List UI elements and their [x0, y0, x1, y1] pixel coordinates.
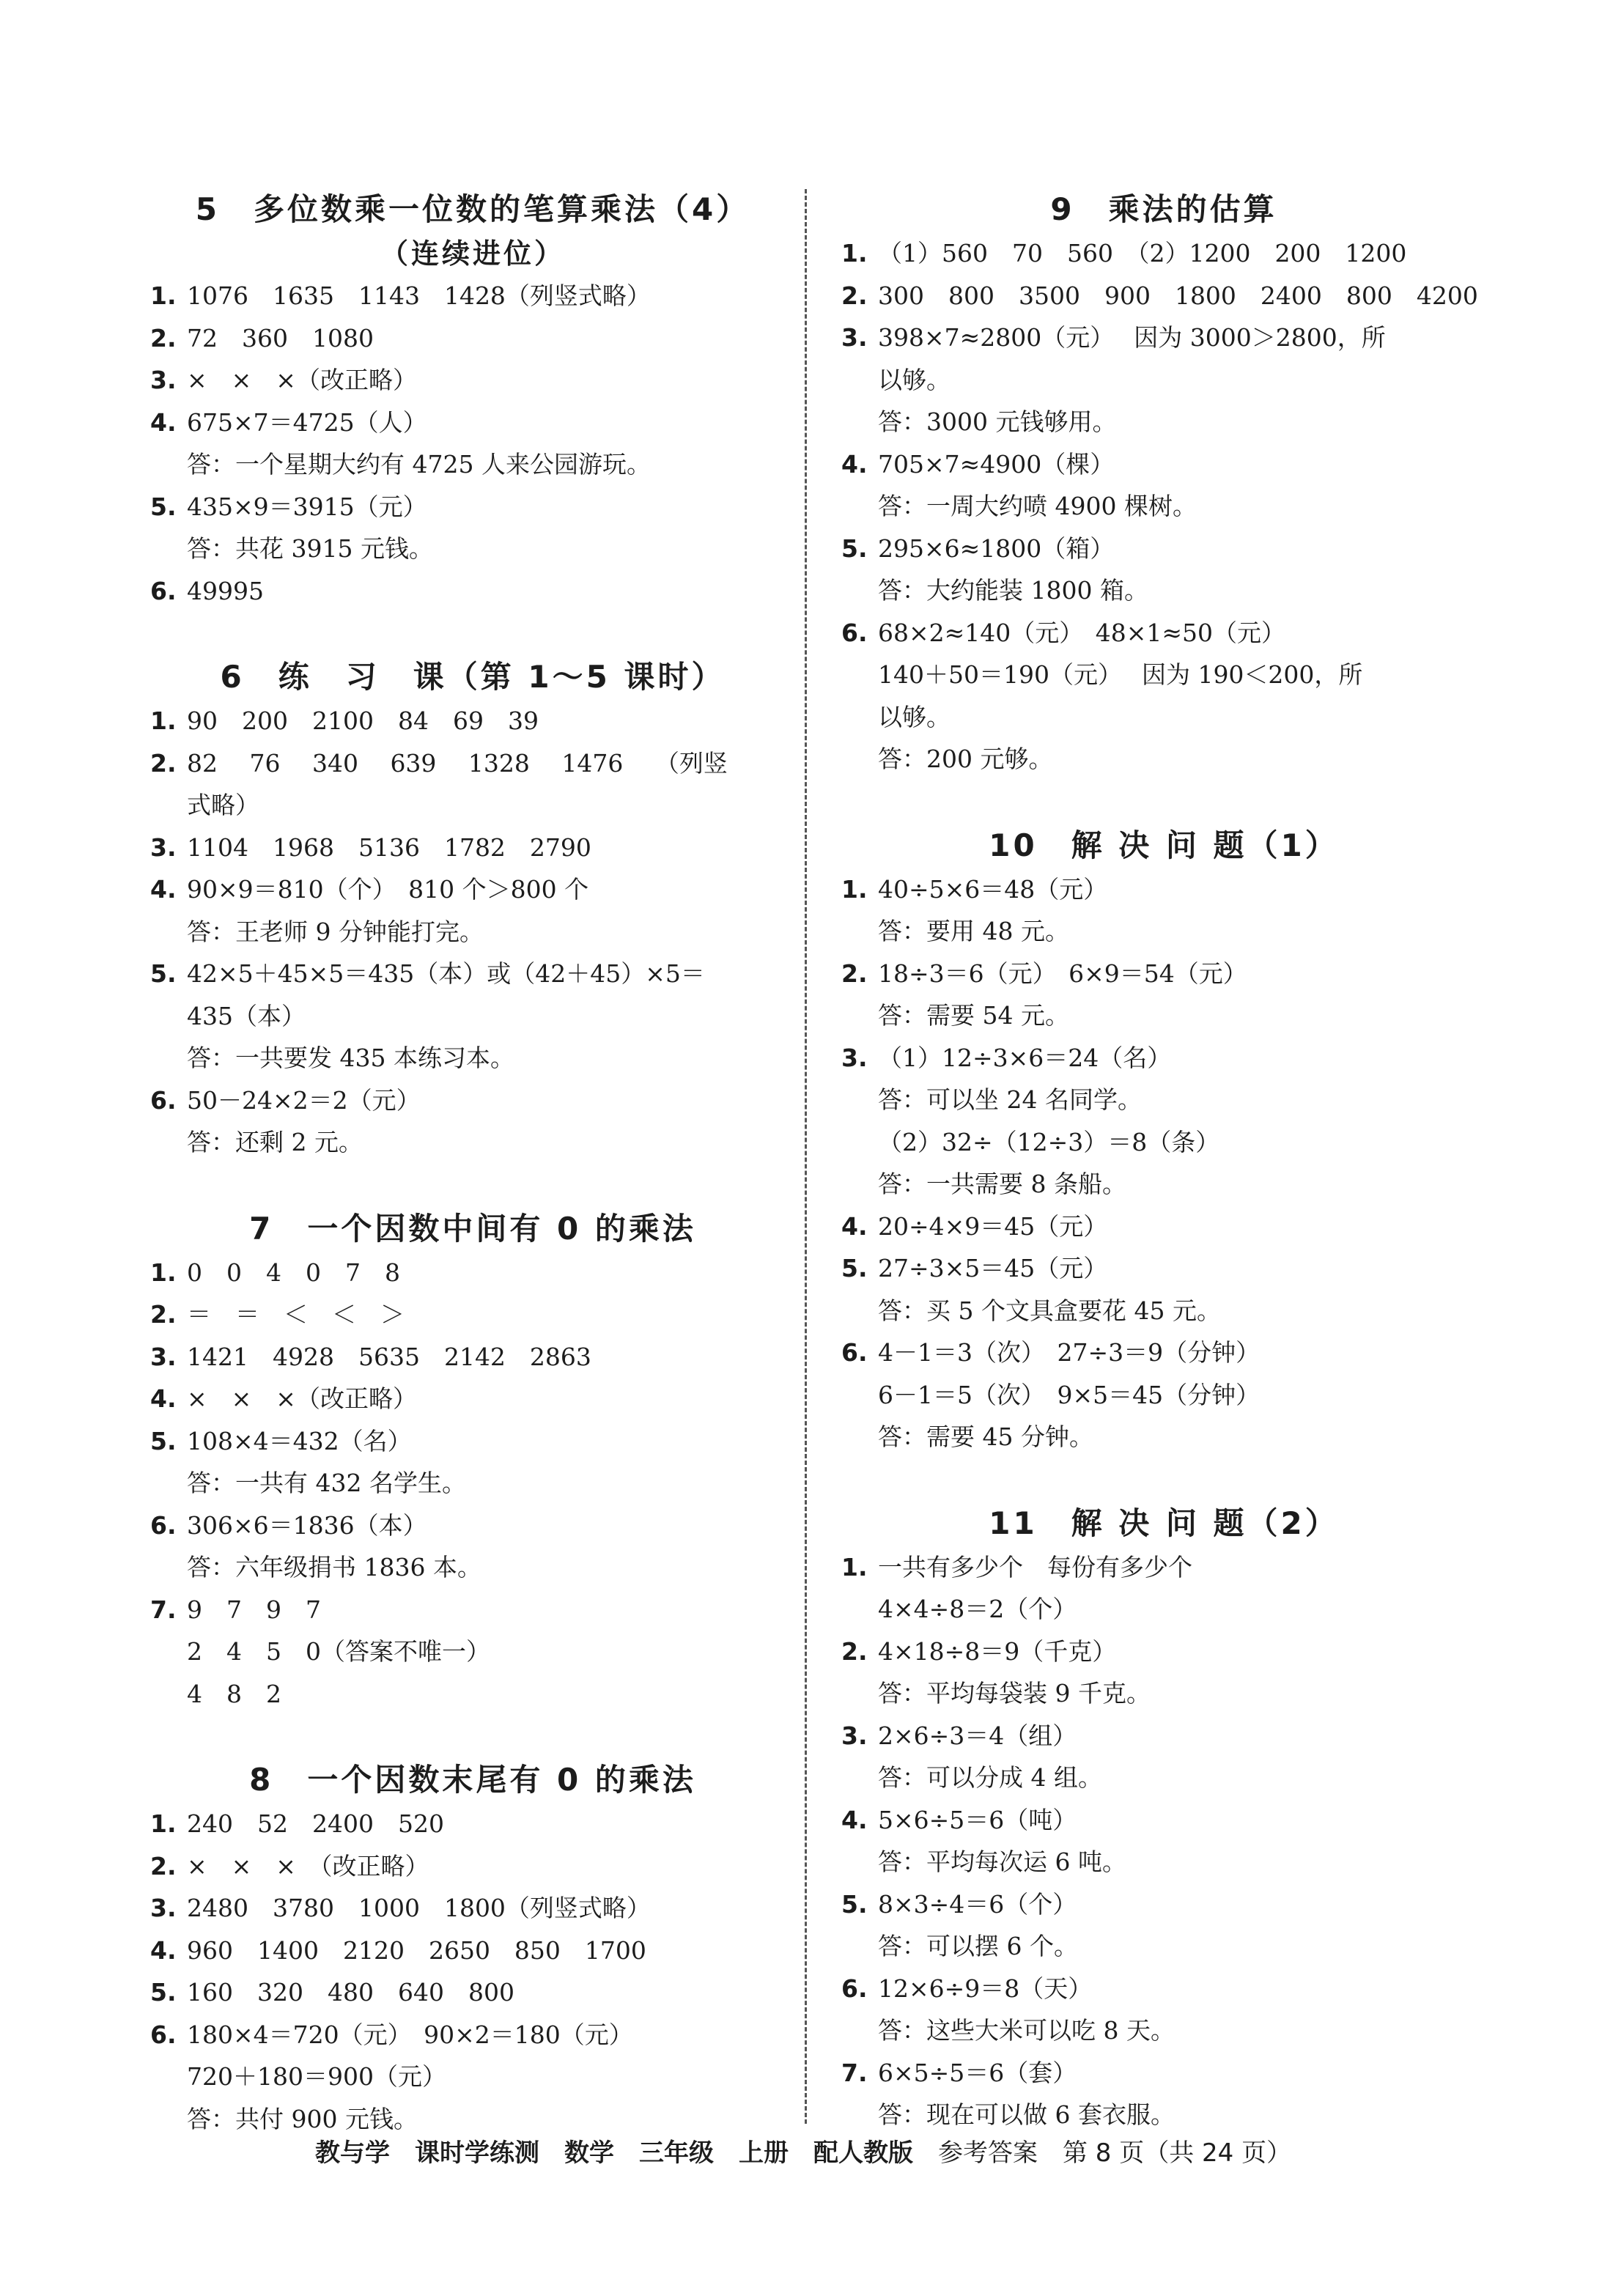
- left-column: [150, 187, 795, 2140]
- answer-line: [841, 1799, 1486, 1842]
- answer-line: [841, 612, 1486, 654]
- answer-line: [841, 1588, 1486, 1631]
- answer-line: [150, 1971, 795, 2014]
- question-number: 4.: [150, 1935, 177, 1965]
- answer-text: 答：一共需要 8 条船。: [878, 1170, 1126, 1198]
- answer-line: [150, 742, 795, 785]
- answer-line: [150, 1845, 795, 1888]
- question-number: 7.: [150, 1595, 177, 1624]
- question-number: 3.: [150, 833, 177, 862]
- answer-text: 4×18÷8＝9（千克）: [878, 1636, 1117, 1666]
- answer-text: 9 7 9 7: [187, 1595, 321, 1624]
- answer-line: [841, 1631, 1486, 1673]
- answer-text: 240 52 2400 520: [187, 1809, 444, 1838]
- question-number: 1.: [841, 1552, 868, 1581]
- answer-line: [841, 1332, 1486, 1374]
- section-9: [841, 187, 1486, 780]
- answer-line: [841, 1672, 1486, 1715]
- answer-text: × × ×（改正略）: [187, 366, 417, 394]
- answer-line: [150, 911, 795, 953]
- answer-text: 答：需要 45 分钟。: [878, 1422, 1093, 1451]
- answer-text: 960 1400 2120 2650 850 1700: [187, 1935, 646, 1965]
- answer-line: [841, 528, 1486, 570]
- answer-line: [841, 994, 1486, 1037]
- answer-text: 160 320 480 640 800: [187, 1978, 514, 2007]
- answer-line: [150, 700, 795, 742]
- answer-text: 答：要用 48 元。: [878, 917, 1069, 945]
- question-number: 6.: [150, 1510, 177, 1540]
- answer-line: [841, 654, 1486, 696]
- answer-line: [150, 1378, 795, 1420]
- section-6: [150, 654, 795, 1164]
- question-number: 5.: [841, 1254, 868, 1282]
- question-number: 3.: [150, 366, 177, 394]
- right-column: [841, 187, 1486, 2136]
- answer-line: [150, 1505, 795, 1547]
- answer-line: [841, 569, 1486, 612]
- answer-text: 4－1＝3（次） 27÷3＝9（分钟）: [878, 1338, 1261, 1367]
- question-number: 5.: [150, 492, 177, 521]
- column-divider: [805, 189, 807, 2124]
- section-5: [150, 187, 795, 612]
- answer-text: 0 0 4 0 7 8: [187, 1258, 400, 1287]
- answer-text: 140＋50＝190（元） 因为 190＜200，所: [878, 660, 1363, 689]
- question-number: 2.: [841, 959, 868, 988]
- answer-text: 答：可以坐 24 名同学。: [878, 1085, 1142, 1114]
- answer-text: 12×6÷9＝8（天）: [878, 1974, 1093, 2003]
- answer-line: [841, 1757, 1486, 1799]
- question-number: 1.: [150, 706, 177, 735]
- answer-line: [841, 1037, 1486, 1079]
- answer-text: 4 8 2: [187, 1679, 281, 1708]
- answer-text: 68×2≈140（元） 48×1≈50（元）: [878, 618, 1286, 647]
- answer-line: [150, 1293, 795, 1336]
- footer-page-info: 参考答案 第 8 页（共 24 页）: [913, 2138, 1292, 2168]
- answer-text: 82 76 340 639 1328 1476 （列竖: [187, 748, 728, 778]
- question-number: 6.: [150, 1085, 177, 1115]
- answer-text: 20÷4×9＝45（元）: [878, 1211, 1108, 1241]
- answer-text: 答：平均每袋装 9 千克。: [878, 1679, 1151, 1708]
- answer-text: 答：一周大约喷 4900 棵树。: [878, 492, 1197, 520]
- answer-line: [150, 2056, 795, 2098]
- answer-text: 705×7≈4900（棵）: [878, 449, 1115, 479]
- answer-text: 以够。: [878, 365, 951, 394]
- answer-text: 4×4÷8＝2（个）: [878, 1595, 1077, 1623]
- question-number: 4.: [841, 1805, 868, 1834]
- answer-text: 295×6≈1800（箱）: [878, 534, 1115, 563]
- answer-line: [150, 1079, 795, 1122]
- answer-line: [841, 359, 1486, 402]
- question-number: 2.: [150, 1851, 177, 1880]
- answer-text: 108×4＝432（名）: [187, 1426, 412, 1455]
- question-number: 5.: [841, 534, 868, 563]
- answer-line: [841, 2009, 1486, 2052]
- answer-text: 1104 1968 5136 1782 2790: [187, 833, 591, 862]
- answer-line: [841, 275, 1486, 317]
- section-title: 9 乘法的估算: [1050, 191, 1277, 227]
- question-number: 1.: [150, 1809, 177, 1838]
- question-number: 1.: [150, 281, 177, 310]
- question-number: 2.: [150, 748, 177, 778]
- answer-text: 6－1＝5（次） 9×5＝45（分钟）: [878, 1380, 1261, 1409]
- answer-line: [150, 1930, 795, 1972]
- section-title: 10 解 决 问 题（1）: [989, 827, 1339, 863]
- answer-text: （2）32÷（12÷3）＝8（条）: [878, 1127, 1220, 1156]
- answer-text: 答：可以分成 4 组。: [878, 1763, 1102, 1792]
- question-number: 2.: [841, 281, 868, 310]
- answer-line: [841, 1546, 1486, 1589]
- answer-text: 18÷3＝6（元） 6×9＝54（元）: [878, 959, 1247, 988]
- answer-line: [150, 1589, 795, 1631]
- answer-text: 49995: [187, 576, 264, 605]
- answer-text: 答：王老师 9 分钟能打完。: [187, 917, 484, 946]
- answer-line: [150, 1887, 795, 1930]
- answer-text: 答：一个星期大约有 4725 人来公园游玩。: [187, 450, 651, 479]
- answer-line: [841, 1121, 1486, 1164]
- answer-text: 一共有多少个 每份有多少个: [878, 1552, 1192, 1581]
- answer-text: 答：一共要发 435 本练习本。: [187, 1044, 514, 1072]
- answer-text: 90×9＝810（个） 810 个＞800 个: [187, 875, 589, 904]
- answer-text: 6×5÷5＝6（套）: [878, 2058, 1077, 2087]
- answer-line: [841, 1416, 1486, 1458]
- question-number: 6.: [841, 618, 868, 647]
- question-number: 3.: [841, 1721, 868, 1750]
- question-number: 4.: [841, 449, 868, 479]
- question-number: 4.: [841, 1211, 868, 1241]
- answer-line: [150, 827, 795, 869]
- answer-line: [150, 359, 795, 402]
- answer-line: [841, 910, 1486, 953]
- answer-line: [150, 1252, 795, 1294]
- answer-line: [841, 401, 1486, 443]
- section-title: 6 练 习 课（第 1～5 课时）: [220, 659, 726, 695]
- question-number: 1.: [841, 874, 868, 904]
- answer-line: [841, 1841, 1486, 1883]
- answer-line: [150, 1462, 795, 1505]
- question-number: 6.: [841, 1338, 868, 1367]
- answer-text: 42×5＋45×5＝435（本）或（42＋45）×5＝: [187, 959, 705, 988]
- section-title: 5 多位数乘一位数的笔算乘法（4）: [195, 191, 750, 227]
- question-number: 4.: [150, 1384, 177, 1413]
- answer-text: 90 200 2100 84 69 39: [187, 706, 539, 735]
- section-10: [841, 823, 1486, 1458]
- question-number: 5.: [150, 1978, 177, 2007]
- answer-line: [841, 1247, 1486, 1290]
- answer-line: [150, 275, 795, 317]
- question-number: 4.: [150, 407, 177, 437]
- answer-line: [150, 402, 795, 444]
- answer-line: [150, 443, 795, 486]
- answer-line: [841, 232, 1486, 275]
- answer-text: 答：买 5 个文具盒要花 45 元。: [878, 1296, 1221, 1325]
- answer-text: 答：现在可以做 6 套衣服。: [878, 2100, 1175, 2129]
- question-number: 6.: [150, 576, 177, 605]
- section-subtitle: （连续进位）: [380, 237, 565, 270]
- answer-line: [150, 1803, 795, 1845]
- answer-text: 答：一共有 432 名学生。: [187, 1469, 466, 1497]
- answer-line: [150, 1336, 795, 1378]
- answer-line: [841, 738, 1486, 780]
- answer-text: 答：大约能装 1800 箱。: [878, 576, 1148, 605]
- answer-line: [841, 1883, 1486, 1926]
- answer-text: × × ×（改正略）: [187, 1384, 417, 1413]
- answer-text: 675×7＝4725（人）: [187, 407, 427, 437]
- answer-text: 40÷5×6＝48（元）: [878, 874, 1108, 904]
- footer-book-info: 教与学 课时学练测 数学 三年级 上册 配人教版: [315, 2138, 913, 2168]
- answer-line: [150, 2014, 795, 2056]
- question-number: 6.: [150, 2020, 177, 2049]
- answer-text: 50－24×2＝2（元）: [187, 1085, 421, 1115]
- answer-line: [841, 696, 1486, 739]
- answer-line: [841, 1079, 1486, 1121]
- answer-text: 以够。: [878, 702, 951, 731]
- answer-text: 答：这些大米可以吃 8 天。: [878, 2016, 1175, 2045]
- answer-text: 72 360 1080: [187, 323, 374, 352]
- question-number: 1.: [150, 1258, 177, 1287]
- answer-line: [150, 486, 795, 528]
- question-number: 1.: [841, 239, 868, 267]
- answer-line: [841, 2094, 1486, 2136]
- answer-line: [841, 2052, 1486, 2094]
- answer-line: [150, 570, 795, 613]
- section-8: [150, 1757, 795, 2140]
- question-number: 5.: [841, 1889, 868, 1919]
- question-number: 2.: [841, 1636, 868, 1666]
- answer-line: [150, 953, 795, 995]
- answer-line: [841, 443, 1486, 486]
- answer-line: [150, 784, 795, 827]
- answer-text: 答：3000 元钱够用。: [878, 407, 1117, 436]
- question-number: 3.: [150, 1342, 177, 1371]
- question-number: 5.: [150, 959, 177, 988]
- answer-text: 720＋180＝900（元）: [187, 2062, 446, 2091]
- answer-text: 435（本）: [187, 1001, 306, 1030]
- answer-text: （1）12÷3×6＝24（名）: [878, 1043, 1172, 1072]
- answer-line: [841, 1374, 1486, 1417]
- answer-text: 8×3÷4＝6（个）: [878, 1889, 1077, 1919]
- answer-text: 答：共花 3915 元钱。: [187, 534, 433, 563]
- section-title: 11 解 决 问 题（2）: [989, 1505, 1339, 1541]
- question-number: 5.: [150, 1426, 177, 1455]
- answer-line: [841, 1968, 1486, 2010]
- answer-line: [841, 1715, 1486, 1757]
- question-number: 3.: [841, 1043, 868, 1072]
- answer-text: 答：平均每次运 6 吨。: [878, 1847, 1126, 1876]
- answer-text: 2 4 5 0（答案不唯一）: [187, 1637, 490, 1666]
- answer-line: [841, 1206, 1486, 1248]
- answer-text: 1076 1635 1143 1428（列竖式略）: [187, 281, 651, 310]
- answer-text: 398×7≈2800（元） 因为 3000＞2800，所: [878, 323, 1386, 352]
- answer-line: [150, 1121, 795, 1164]
- answer-text: 答：需要 54 元。: [878, 1001, 1069, 1030]
- answer-text: 27÷3×5＝45（元）: [878, 1254, 1108, 1282]
- answer-line: [841, 1290, 1486, 1332]
- answer-line: [150, 317, 795, 360]
- answer-text: 2480 3780 1000 1800（列竖式略）: [187, 1894, 651, 1922]
- answer-text: 答：还剩 2 元。: [187, 1128, 363, 1156]
- answer-text: 答：可以摆 6 个。: [878, 1932, 1078, 1960]
- question-number: 2.: [150, 323, 177, 352]
- answer-line: [150, 1673, 795, 1716]
- answer-text: 1421 4928 5635 2142 2863: [187, 1342, 591, 1371]
- answer-line: [841, 317, 1486, 359]
- section-7: [150, 1206, 795, 1716]
- answer-text: （1）560 70 560 （2）1200 200 1200: [878, 239, 1407, 267]
- answer-line: [841, 1163, 1486, 1206]
- answer-text: 5×6÷5＝6（吨）: [878, 1805, 1077, 1834]
- answer-text: 式略）: [187, 791, 259, 819]
- answer-text: × × × （改正略）: [187, 1851, 429, 1880]
- answer-line: [841, 868, 1486, 911]
- answer-line: [150, 1037, 795, 1079]
- answer-text: 306×6＝1836（本）: [187, 1510, 427, 1540]
- page-footer: [315, 2133, 1414, 2168]
- answer-text: 答：共付 900 元钱。: [187, 2104, 418, 2133]
- answer-text: ＝ ＝ ＜ ＜ ＞: [187, 1300, 405, 1329]
- answer-line: [150, 528, 795, 570]
- section-11: [841, 1501, 1486, 2136]
- answer-text: 答：200 元够。: [878, 745, 1053, 773]
- question-number: 2.: [150, 1300, 177, 1329]
- section-title: 8 一个因数末尾有 0 的乘法: [249, 1762, 696, 1798]
- question-number: 4.: [150, 875, 177, 904]
- answer-line: [841, 1925, 1486, 1968]
- answer-text: 2×6÷3＝4（组）: [878, 1721, 1077, 1750]
- section-title: 7 一个因数中间有 0 的乘法: [249, 1210, 696, 1247]
- answer-line: [841, 485, 1486, 528]
- answer-line: [150, 995, 795, 1038]
- question-number: 6.: [841, 1974, 868, 2003]
- answer-text: 435×9＝3915（元）: [187, 492, 427, 521]
- answer-line: [150, 1546, 795, 1589]
- answer-line: [150, 1420, 795, 1463]
- answer-line: [841, 953, 1486, 995]
- answer-text: 答：六年级捐书 1836 本。: [187, 1553, 481, 1581]
- answer-text: 180×4＝720（元） 90×2＝180（元）: [187, 2020, 633, 2049]
- answer-line: [150, 868, 795, 911]
- answer-line: [150, 1631, 795, 1673]
- answer-text: 300 800 3500 900 1800 2400 800 4200: [878, 281, 1478, 310]
- question-number: 3.: [841, 323, 868, 352]
- question-number: 7.: [841, 2058, 868, 2087]
- question-number: 3.: [150, 1894, 177, 1922]
